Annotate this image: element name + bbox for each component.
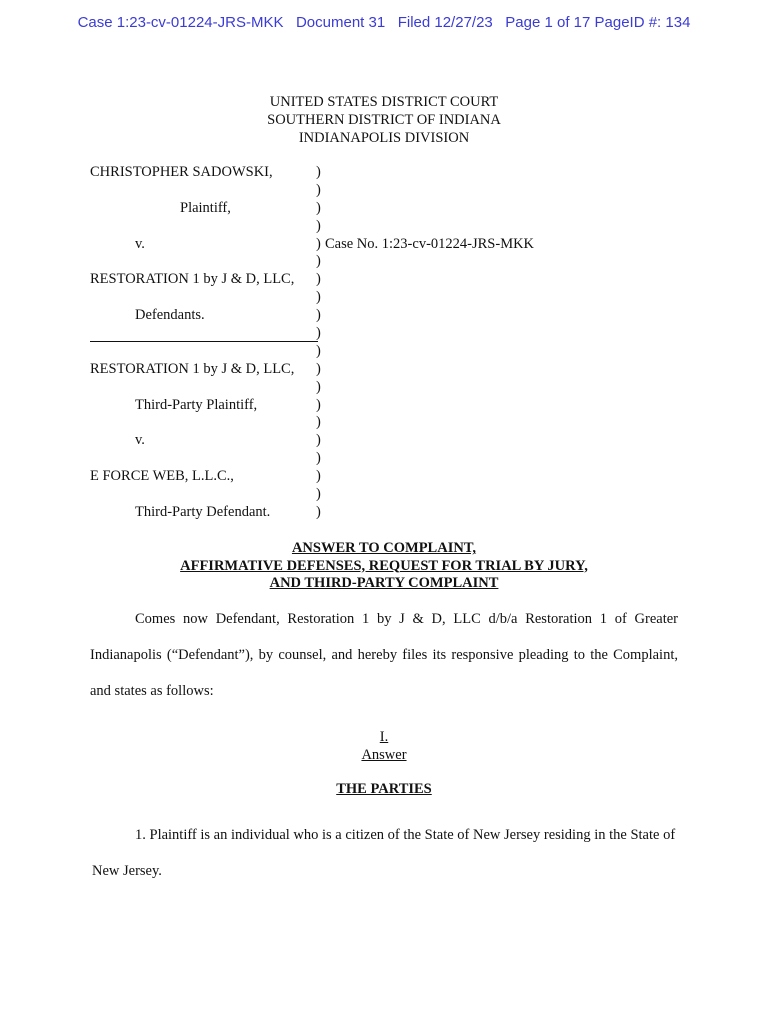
caption-paren: ) bbox=[316, 181, 321, 198]
caption-paren: ) bbox=[316, 503, 321, 520]
caption-paren: ) bbox=[316, 486, 321, 503]
intro-paragraph: Comes now Defendant, Restoration 1 by J & D, LLC d/b/a Restoration 1 of Greater Indianapolis (“Defendant”), by counsel, and hereby files its responsive pleading to the Complaint, and states as follows: bbox=[90, 611, 678, 699]
caption-paren: ) bbox=[316, 342, 321, 359]
caption-paren: ) bbox=[316, 271, 321, 288]
title-line-3: AND THIRD-PARTY COMPLAINT bbox=[269, 575, 499, 591]
versus-2: v. bbox=[135, 432, 145, 449]
caption-paren: ) bbox=[316, 360, 321, 377]
title-line-2: AFFIRMATIVE DEFENSES, REQUEST FOR TRIAL BY JURY, bbox=[180, 557, 588, 574]
plaintiff-role: Plaintiff, bbox=[180, 199, 231, 216]
case-number: Case No. 1:23-cv-01224-JRS-MKK bbox=[325, 235, 535, 252]
caption-paren: ) bbox=[316, 235, 321, 252]
title-line-1: ANSWER TO COMPLAINT, bbox=[291, 540, 477, 556]
caption-paren: ) bbox=[316, 414, 321, 431]
third-party-defendant-role: Third-Party Defendant. bbox=[135, 503, 271, 520]
ecf-header-stamp: Case 1:23-cv-01224-JRS-MKK Document 31 Filed 12/27/23 Page 1 of 17 PageID #: 134 bbox=[77, 14, 691, 31]
the-parties-heading: THE PARTIES bbox=[336, 781, 432, 797]
defendant-role: Defendants. bbox=[135, 307, 205, 324]
caption-divider-line bbox=[90, 341, 318, 342]
court-heading bbox=[0, 93, 768, 147]
section-numeral: I. bbox=[379, 729, 389, 745]
caption-paren: ) bbox=[316, 217, 321, 234]
court-name: UNITED STATES DISTRICT COURT bbox=[269, 94, 499, 110]
caption-paren: ) bbox=[316, 253, 321, 270]
section-name: Answer bbox=[361, 747, 407, 763]
third-party-defendant-name: E FORCE WEB, L.L.C., bbox=[90, 468, 234, 485]
paragraph-1: 1. Plaintiff is an individual who is a citizen of the State of New Jersey residing in the State of New Jersey. bbox=[92, 827, 676, 879]
court-district: SOUTHERN DISTRICT OF INDIANA bbox=[267, 112, 501, 128]
third-party-plaintiff-role: Third-Party Plaintiff, bbox=[135, 396, 258, 413]
document-title bbox=[0, 540, 768, 593]
versus-1: v. bbox=[135, 235, 145, 252]
court-division: INDIANAPOLIS DIVISION bbox=[298, 130, 470, 146]
caption-paren: ) bbox=[316, 432, 321, 449]
plaintiff-name: CHRISTOPHER SADOWSKI, bbox=[90, 164, 273, 180]
third-party-plaintiff-name: RESTORATION 1 by J & D, LLC, bbox=[90, 360, 295, 377]
caption-paren: ) bbox=[316, 450, 321, 467]
caption-paren: ) bbox=[316, 378, 321, 395]
caption-paren: ) bbox=[316, 396, 321, 413]
section-heading bbox=[0, 728, 768, 764]
caption-paren: ) bbox=[316, 468, 321, 485]
case-caption bbox=[90, 164, 690, 522]
defendant-name: RESTORATION 1 by J & D, LLC, bbox=[90, 271, 295, 288]
caption-paren: ) bbox=[316, 199, 321, 216]
caption-paren: ) bbox=[316, 307, 321, 324]
caption-paren: ) bbox=[316, 325, 321, 342]
caption-paren: ) bbox=[316, 164, 321, 180]
caption-paren: ) bbox=[316, 289, 321, 306]
